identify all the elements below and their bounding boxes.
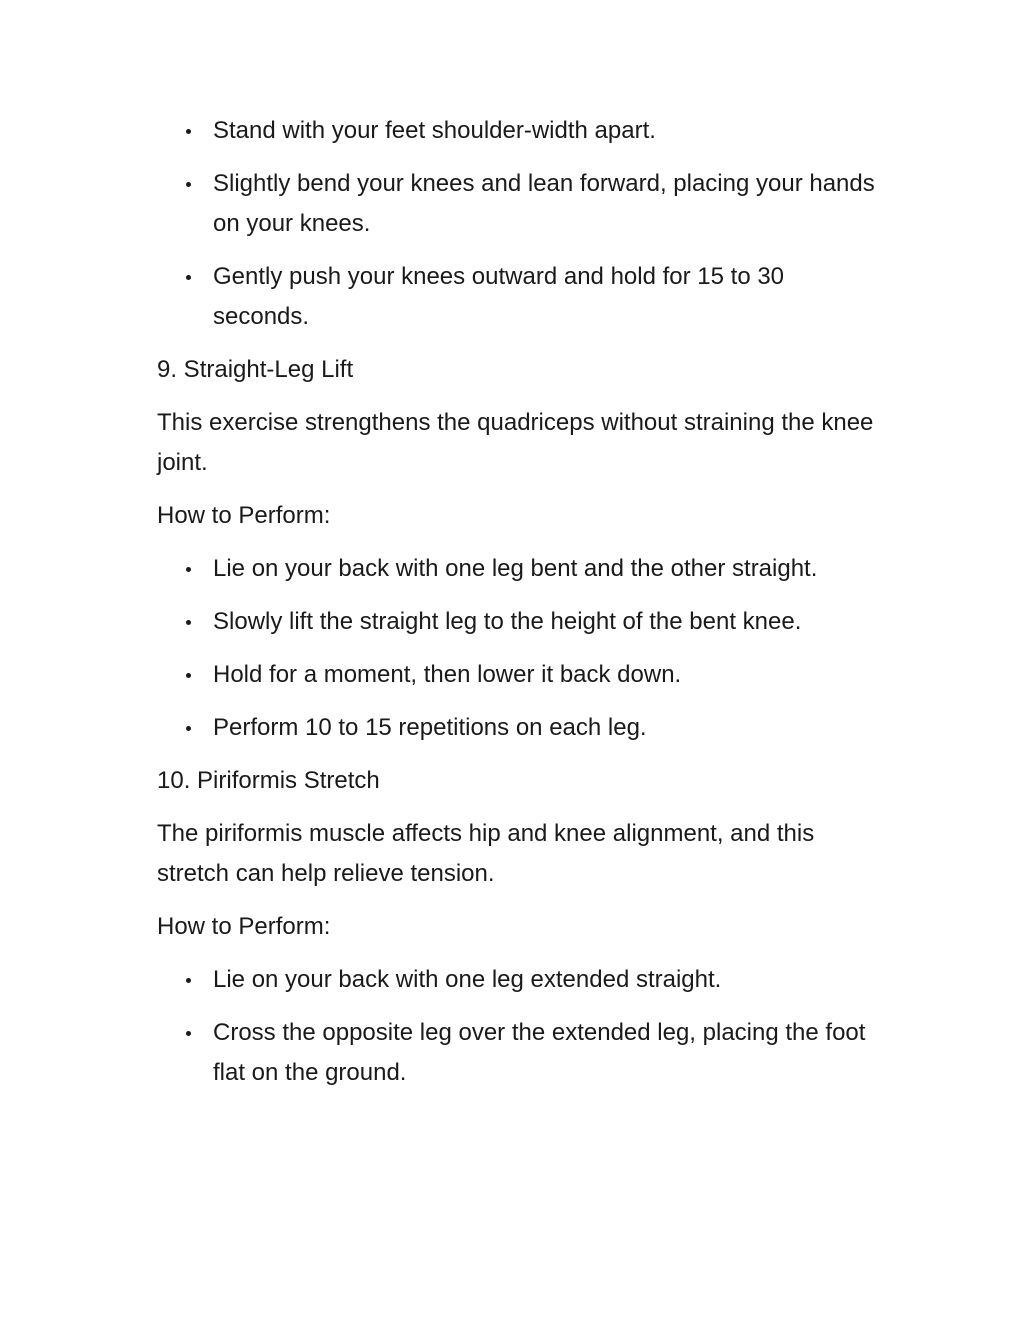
bullet-list	[157, 549, 877, 748]
list-item	[157, 960, 877, 1000]
list-item-text: Hold for a moment, then lower it back down.	[213, 661, 682, 688]
list-item	[157, 111, 877, 151]
bullet-icon	[186, 620, 191, 625]
list-item-text: Perform 10 to 15 repetitions on each leg.	[213, 714, 647, 741]
bullet-icon	[186, 673, 191, 678]
list-item	[157, 164, 877, 244]
list-item	[157, 602, 877, 642]
section-description: This exercise strengthens the quadriceps without straining the knee joint.	[157, 409, 874, 476]
bullet-icon	[186, 1031, 191, 1036]
section-heading: 9. Straight-Leg Lift	[157, 356, 354, 383]
bullet-icon	[186, 275, 191, 280]
list-item-text: Lie on your back with one leg extended straight.	[213, 966, 722, 993]
list-item	[157, 257, 877, 337]
list-item-text: Gently push your knees outward and hold for 15 to 30 seconds.	[213, 263, 785, 330]
list-item-text: Stand with your feet shoulder-width apart.	[213, 117, 656, 144]
bullet-list	[157, 111, 877, 337]
list-item-text: Lie on your back with one leg bent and the other straight.	[213, 555, 818, 582]
list-item	[157, 655, 877, 695]
list-item	[157, 708, 877, 748]
bullet-icon	[186, 978, 191, 983]
section-heading: 10. Piriformis Stretch	[157, 767, 380, 794]
bullet-icon	[186, 129, 191, 134]
section-description: The piriformis muscle affects hip and knee alignment, and this stretch can help relieve tension.	[157, 820, 815, 887]
bullet-icon	[186, 726, 191, 731]
bullet-icon	[186, 182, 191, 187]
how-to-label: How to Perform:	[157, 913, 331, 940]
list-item-text: Slowly lift the straight leg to the height of the bent knee.	[213, 608, 802, 635]
list-item-text: Cross the opposite leg over the extended leg, placing the foot flat on the ground.	[213, 1019, 866, 1086]
page-content	[157, 111, 877, 1106]
how-to-label: How to Perform:	[157, 502, 331, 529]
list-item	[157, 1013, 877, 1093]
list-item	[157, 549, 877, 589]
bullet-icon	[186, 567, 191, 572]
list-item-text: Slightly bend your knees and lean forward, placing your hands on your knees.	[213, 170, 875, 237]
bullet-list	[157, 960, 877, 1093]
